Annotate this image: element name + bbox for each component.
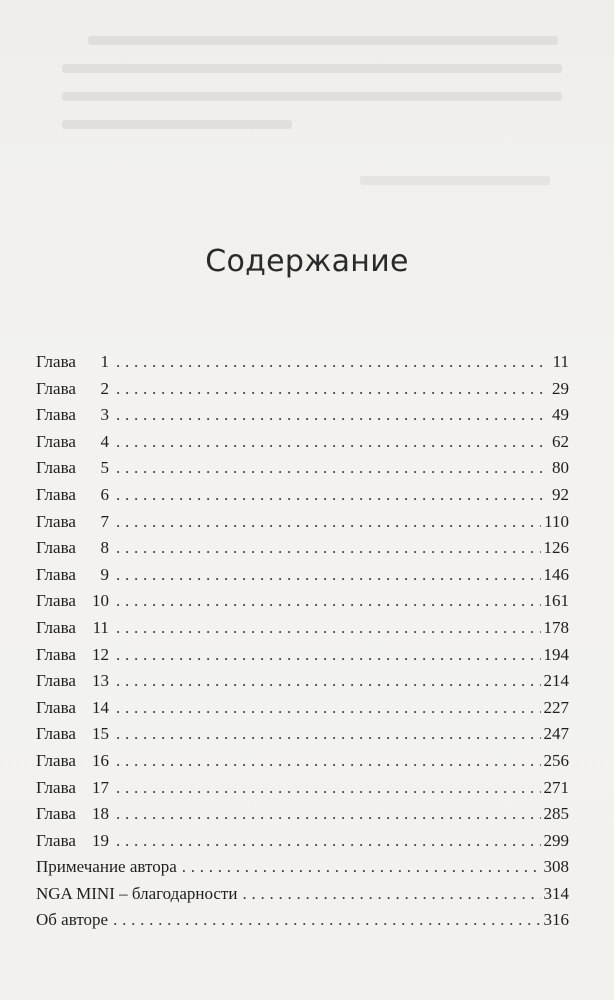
toc-dot-leader [116, 588, 541, 615]
toc-entry[interactable] [36, 748, 569, 775]
toc-entry-chapter-number: 4 [100, 431, 109, 451]
toc-entry[interactable] [36, 509, 569, 536]
toc-entry-label: Глава [36, 591, 76, 611]
toc-entry-label: Глава [36, 511, 76, 531]
toc-entry-page-number: 80 [552, 458, 569, 478]
toc-dot-leader [116, 668, 541, 695]
toc-entry[interactable] [36, 695, 569, 722]
toc-dot-leader [242, 881, 540, 908]
toc-entry-chapter-number: 19 [91, 830, 109, 850]
toc-entry-page-number: 308 [543, 857, 569, 877]
toc-entry-chapter-number: 14 [91, 697, 109, 717]
toc-entry-label: Глава [36, 777, 76, 797]
toc-dot-leader [116, 748, 541, 775]
toc-dot-leader [116, 349, 546, 376]
toc-entry-page-number: 146 [543, 564, 569, 584]
toc-entry-chapter-number: 5 [100, 458, 109, 478]
toc-dot-leader [113, 907, 540, 934]
toc-entry[interactable] [36, 376, 569, 403]
toc-entry-label: Глава [36, 431, 76, 451]
toc-entry-chapter-number: 3 [100, 405, 109, 425]
toc-entry[interactable] [36, 482, 569, 509]
toc-entry-chapter-number: 1 [100, 352, 109, 371]
toc-entry-chapter-number: 13 [91, 671, 109, 691]
toc-entry-page-number: 256 [543, 750, 569, 770]
toc-dot-leader [116, 695, 541, 722]
toc-entry[interactable] [36, 455, 569, 482]
toc-entry[interactable] [36, 642, 569, 669]
toc-entry[interactable] [36, 615, 569, 642]
toc-entry-label: Глава [36, 378, 76, 398]
toc-dot-leader [116, 482, 546, 509]
toc-entry-page-number: 126 [543, 538, 569, 558]
toc-entry[interactable] [36, 721, 569, 748]
toc-entry[interactable] [36, 588, 569, 615]
toc-entry[interactable] [36, 535, 569, 562]
toc-entry-page-number: 11 [552, 352, 569, 371]
toc-entry-page-number: 247 [543, 724, 569, 744]
table-of-contents [36, 349, 569, 934]
toc-entry-page-number: 299 [543, 830, 569, 850]
toc-entry-page-number: 316 [543, 910, 569, 930]
toc-entry-page-number: 29 [552, 378, 569, 398]
toc-entry-label: Глава [36, 830, 76, 850]
toc-dot-leader [116, 402, 546, 429]
toc-entry[interactable] [36, 828, 569, 855]
toc-entry-chapter-number: 6 [100, 484, 109, 504]
toc-entry[interactable] [36, 801, 569, 828]
toc-entry[interactable] [36, 349, 569, 376]
toc-entry[interactable] [36, 402, 569, 429]
toc-entry-page-number: 49 [552, 405, 569, 425]
toc-entry-label: Глава [36, 750, 76, 770]
toc-entry-page-number: 314 [543, 883, 569, 903]
toc-entry-page-number: 110 [544, 511, 569, 531]
page-title: Содержание [205, 244, 409, 280]
toc-entry-chapter-number: 15 [91, 724, 109, 744]
toc-dot-leader [116, 828, 541, 855]
toc-dot-leader [116, 615, 541, 642]
toc-entry-chapter-number: 2 [100, 378, 109, 398]
toc-entry-label: NGA MINI – благодарности [36, 883, 238, 903]
toc-entry-page-number: 271 [543, 777, 569, 797]
toc-dot-leader [116, 721, 541, 748]
toc-entry-chapter-number: 17 [91, 777, 109, 797]
toc-entry-page-number: 194 [543, 644, 569, 664]
toc-entry[interactable] [36, 907, 569, 934]
toc-entry-page-number: 62 [552, 431, 569, 451]
toc-entry-label: Глава [36, 724, 76, 744]
toc-entry-chapter-number: 7 [100, 511, 109, 531]
toc-dot-leader [116, 775, 541, 802]
toc-entry-chapter-number: 18 [91, 804, 109, 824]
toc-entry-page-number: 227 [543, 697, 569, 717]
toc-dot-leader [116, 562, 541, 589]
toc-entry-label: Глава [36, 644, 76, 664]
toc-entry-page-number: 178 [543, 617, 569, 637]
toc-entry[interactable] [36, 775, 569, 802]
toc-entry-page-number: 285 [543, 804, 569, 824]
toc-entry[interactable] [36, 854, 569, 881]
toc-entry-chapter-number: 11 [92, 617, 109, 637]
toc-entry-label: Глава [36, 617, 76, 637]
toc-entry[interactable] [36, 668, 569, 695]
toc-dot-leader [116, 376, 546, 403]
toc-entry-label: Глава [36, 484, 76, 504]
bleed-through-text [0, 0, 614, 200]
toc-entry-label: Глава [36, 538, 76, 558]
toc-dot-leader [116, 509, 541, 536]
toc-entry-page-number: 92 [552, 484, 569, 504]
toc-entry-label: Глава [36, 697, 76, 717]
toc-entry-label: Об авторе [36, 910, 109, 930]
toc-entry[interactable] [36, 562, 569, 589]
toc-entry-label: Глава [36, 671, 76, 691]
toc-dot-leader [116, 535, 541, 562]
toc-entry-label: Глава [36, 458, 76, 478]
toc-dot-leader [116, 642, 541, 669]
toc-entry-page-number: 161 [543, 591, 569, 611]
toc-entry-page-number: 214 [543, 671, 569, 691]
toc-entry-chapter-number: 10 [91, 591, 109, 611]
toc-entry-chapter-number: 8 [100, 538, 109, 558]
toc-entry[interactable] [36, 429, 569, 456]
toc-entry-label: Глава [36, 804, 76, 824]
toc-entry-chapter-number: 9 [100, 564, 109, 584]
toc-entry-label: Глава [36, 564, 76, 584]
toc-entry-label: Примечание автора [36, 857, 177, 877]
toc-entry-chapter-number: 16 [91, 750, 109, 770]
toc-entry[interactable] [36, 881, 569, 908]
toc-dot-leader [116, 429, 546, 456]
toc-dot-leader [116, 455, 546, 482]
toc-dot-leader [182, 854, 541, 881]
toc-entry-label: Глава [36, 405, 76, 425]
toc-entry-chapter-number: 12 [91, 644, 109, 664]
toc-dot-leader [116, 801, 541, 828]
toc-entry-label: Глава [36, 352, 76, 371]
